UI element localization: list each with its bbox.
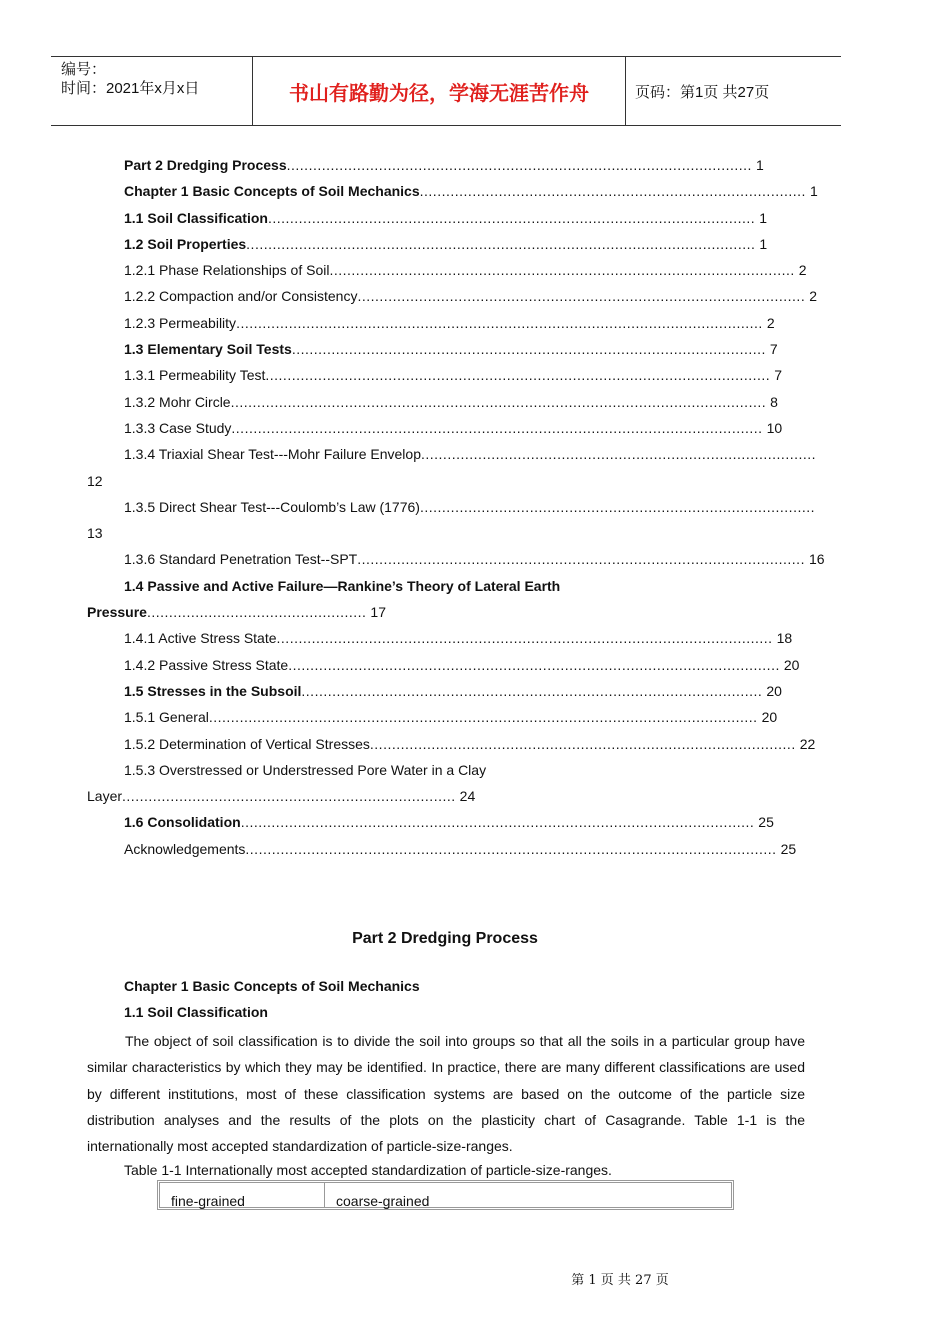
toc-entry-label: 1.3.3 Case Study (124, 419, 232, 436)
header-page-info: 页码：第1页 共27页 (635, 84, 770, 101)
toc-entry-label: Layer (87, 788, 123, 805)
toc-entry[interactable] (0, 809, 950, 835)
toc-entry-page: 2 (766, 314, 775, 331)
toc-entry-label: 1.1 Soil Classification (124, 209, 268, 226)
toc-entry-label: 13 (87, 525, 103, 542)
toc-entry-label: Chapter 1 Basic Concepts of Soil Mechanics (124, 183, 420, 200)
toc-entry[interactable] (0, 573, 950, 599)
toc-entry-leader: ..................................................................................................................... (240, 814, 755, 831)
toc-entry-leader: .......................................................................................... (420, 446, 817, 463)
toc-entry-leader: .......................................................................................................... (286, 157, 752, 173)
toc-entry-label: Pressure (87, 604, 147, 621)
header-time-label: 时间：2021年x月x日 (61, 80, 200, 97)
table-divider (324, 1183, 325, 1207)
section-heading: 1.1 Soil Classification (124, 1004, 268, 1020)
toc-entry-leader: ......................................................................................................... (301, 682, 763, 699)
toc-entry[interactable] (0, 704, 950, 730)
toc-entry-page: 1 (759, 209, 767, 226)
toc-entry-page: 24 (459, 788, 476, 805)
toc-entry[interactable] (0, 283, 950, 309)
toc-entry-leader: .................................................................................................................... (246, 235, 756, 252)
toc-entry-page: 2 (809, 288, 818, 305)
toc-entry-page: 17 (370, 604, 386, 621)
toc-entry[interactable] (0, 520, 950, 546)
toc-entry-page: 18 (776, 630, 793, 647)
body-paragraph: The object of soil classification is to divide the soil into groups so that all the soils in a particular group have similar characteristics by which they may be identified. In practice, there are many different classifications are used by different institutions, most of these classification systems are based on the outcome of the particle size distribution analyses and the results of the plots on the plasticity chart of Casagrande. Table 1-1 is the internationally most accepted standardization of particle-size-ranges. (87, 1033, 805, 1155)
page-footer: 第 1 页 共 27 页 (571, 1273, 669, 1288)
toc-entry[interactable] (0, 757, 950, 783)
toc-entry-page: 7 (769, 341, 778, 358)
toc-entry[interactable] (0, 494, 950, 520)
toc-entry-page: 16 (808, 551, 825, 568)
toc-entry-leader: ........................................................................................ (419, 183, 806, 200)
page-header (51, 56, 841, 126)
toc-entry-label: 1.3.2 Mohr Circle (124, 393, 231, 410)
toc-entry[interactable] (0, 731, 950, 757)
toc-entry-leader: ......................................................................................................................... (245, 840, 777, 857)
toc-entry[interactable] (0, 678, 950, 704)
header-meta (61, 60, 199, 98)
toc-entry-page: 25 (780, 840, 797, 857)
toc-entry-page: 20 (766, 682, 782, 699)
part-title: Part 2 Dredging Process (352, 930, 538, 947)
toc-entry[interactable] (0, 362, 950, 388)
toc-entry-label: 1.3.1 Permeability Test (124, 367, 266, 384)
particle-size-table (157, 1180, 734, 1210)
toc-entry-leader: ...................................................................................................... (357, 551, 805, 568)
toc-entry[interactable] (0, 783, 950, 809)
header-divider (625, 57, 626, 125)
toc-entry[interactable] (0, 625, 950, 651)
toc-entry-leader: ........................................................................................................................ (236, 314, 763, 331)
toc-entry-page: 1 (755, 157, 764, 173)
toc-entry-leader: ............................................................................ (122, 788, 456, 805)
toc-entry-leader: ......................................................................................................................... (231, 419, 763, 436)
toc-entry-leader: ................................................................................................................... (265, 367, 771, 384)
toc-entry-leader: ................................................................................................................ (288, 656, 780, 673)
toc-entry-page: 1 (759, 235, 768, 252)
toc-entry-leader: ............................................................................................................ (291, 341, 766, 358)
toc-entry-leader: .......................................................................................... (419, 498, 816, 515)
toc-entry[interactable] (0, 441, 950, 467)
toc-entry-page: 10 (766, 419, 783, 436)
toc-entry-leader: .......................................................................................................... (329, 262, 795, 279)
toc-entry-label: 1.3.4 Triaxial Shear Test---Mohr Failure Envelop (124, 446, 421, 463)
toc-entry[interactable] (0, 257, 950, 283)
toc-entry[interactable] (0, 599, 950, 625)
table-cell: fine-grained (171, 1193, 245, 1209)
toc-entry-leader: ............................................................................................................................. (208, 709, 758, 726)
toc-entry[interactable] (0, 178, 950, 204)
toc-entry[interactable] (0, 310, 950, 336)
toc-entry-page: 7 (774, 367, 782, 384)
toc-entry[interactable] (0, 336, 950, 362)
toc-entry-page: 25 (758, 814, 774, 831)
table-cell: coarse-grained (336, 1193, 430, 1209)
toc-entry-label: 12 (87, 472, 103, 489)
toc-entry-label: 1.3 Elementary Soil Tests (124, 341, 292, 358)
toc-entry-label: 1.5 Stresses in the Subsoil (124, 682, 302, 699)
toc-entry[interactable] (0, 152, 950, 178)
toc-entry-page: 22 (799, 735, 816, 752)
toc-entry[interactable] (0, 205, 950, 231)
toc-entry-leader: ................................................................................................................. (276, 630, 773, 647)
toc-entry-label: 1.4.1 Active Stress State (124, 630, 277, 647)
toc-entry-page: 2 (798, 262, 807, 279)
toc-entry[interactable] (0, 231, 950, 257)
toc-entry-leader: ................................................................................................. (369, 735, 796, 752)
toc-entry-leader: .................................................. (146, 604, 367, 621)
toc-entry-label: 1.4 Passive and Active Failure—Rankine’s Theory of Lateral Earth (124, 577, 561, 594)
header-number-label: 编号： (61, 61, 107, 78)
toc-entry-label: Part 2 Dredging Process (124, 157, 287, 173)
toc-entry-page: 8 (770, 393, 778, 410)
toc-entry-page: 20 (761, 709, 778, 726)
toc-entry-label: 1.2.3 Permeability (124, 314, 237, 331)
chapter-heading: Chapter 1 Basic Concepts of Soil Mechanics (124, 978, 420, 994)
toc-entry-label: 1.6 Consolidation (124, 814, 241, 831)
toc-entry[interactable] (0, 389, 950, 415)
toc-entry[interactable] (0, 836, 950, 862)
toc-entry[interactable] (0, 468, 950, 494)
toc-entry-label: 1.4.2 Passive Stress State (124, 656, 289, 673)
toc-entry-label: 1.3.5 Direct Shear Test---Coulomb’s Law (1776) (124, 498, 420, 515)
toc-entry-label: 1.2.1 Phase Relationships of Soil (124, 262, 330, 279)
toc-entry-label: 1.2.2 Compaction and/or Consistency (124, 288, 358, 305)
header-motto: 书山有路勤为径，学海无涯苦作舟 (289, 81, 589, 105)
toc-entry-label: 1.5.1 General (124, 709, 209, 726)
toc-entry-label: Acknowledgements (124, 840, 246, 857)
toc-entry[interactable] (0, 652, 950, 678)
toc-entry-leader: ............................................................................................................... (267, 209, 756, 226)
toc-entry-label: 1.5.3 Overstressed or Understressed Pore Water in a Clay (124, 761, 487, 778)
table-caption: Table 1-1 Internationally most accepted standardization of particle-size-ranges. (124, 1162, 612, 1178)
toc-entry-page: 1 (809, 183, 818, 200)
toc-entry-label: 1.2 Soil Properties (124, 235, 247, 252)
toc-entry[interactable] (0, 546, 950, 572)
table-of-contents (0, 152, 950, 862)
toc-entry-label: 1.5.2 Determination of Vertical Stresses (124, 735, 370, 752)
toc-entry-page: 20 (783, 656, 800, 673)
toc-entry-leader: ...................................................................................................... (357, 288, 806, 305)
toc-entry-leader: .......................................................................................................................... (230, 393, 767, 410)
toc-entry[interactable] (0, 415, 950, 441)
toc-entry-label: 1.3.6 Standard Penetration Test--SPT (124, 551, 358, 568)
